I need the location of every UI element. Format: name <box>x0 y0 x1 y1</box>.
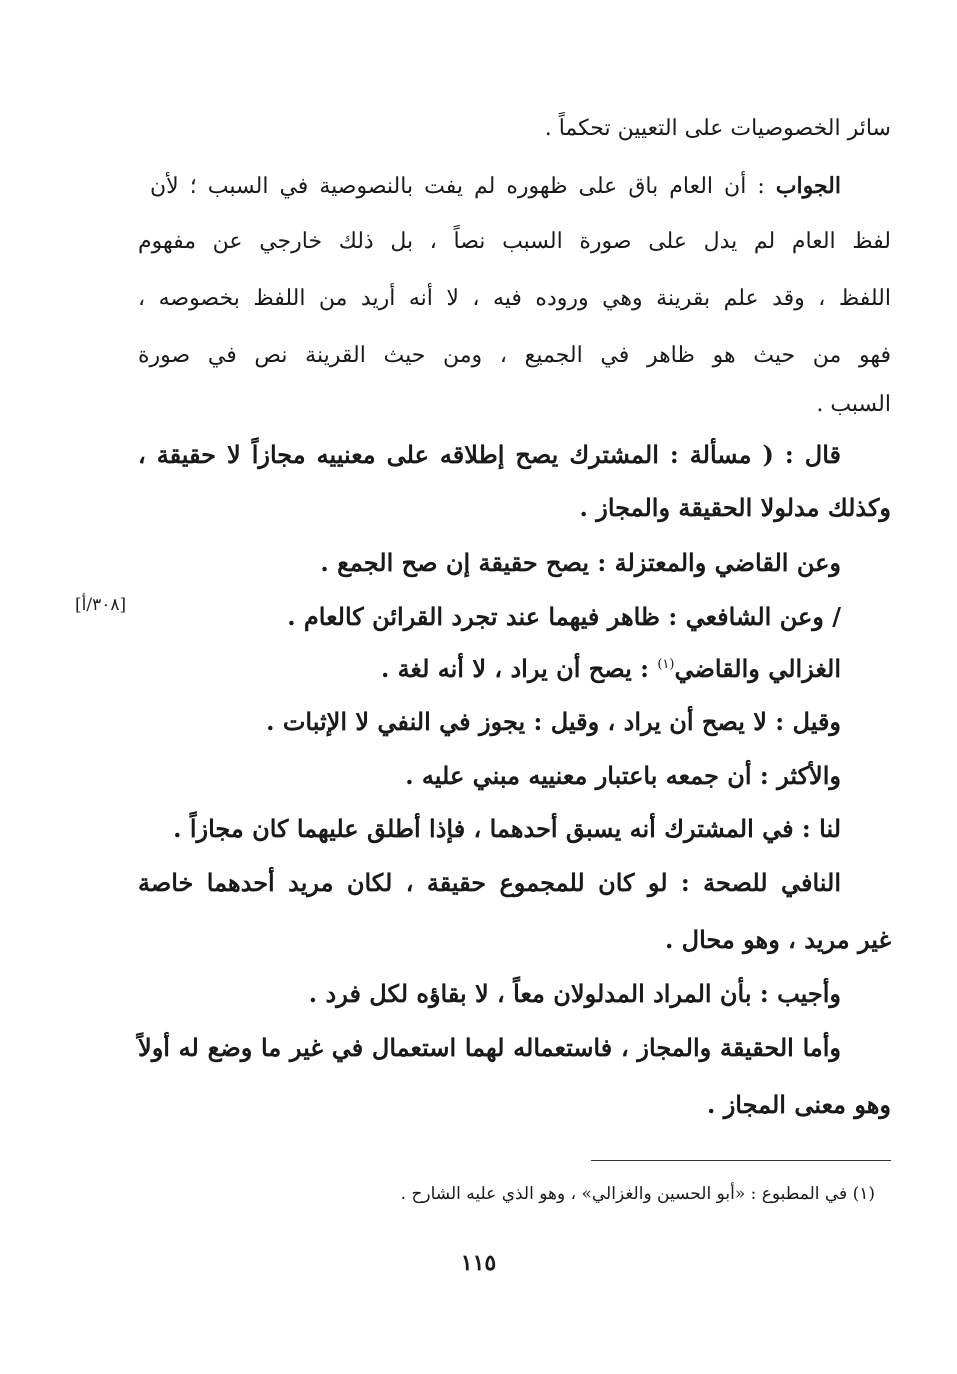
matn-line-1: قال : ( مسألة : المشترك يصح إطلاقه على معنييه مجازاً لا حقيقة ، <box>138 440 841 469</box>
body-line-3: لفظ العام لم يدل على صورة السبب نصاً ، بل ذلك خارجي عن مفهوم <box>138 229 891 254</box>
footnote-reference: (١) <box>657 657 675 672</box>
footnote: (١) في المطبوع : «أبو الحسين والغزالي» ، وهو الذي عليه الشارح . <box>400 1184 875 1204</box>
matn-line-4: / وعن الشافعي : ظاهر فيهما عند تجرد القرائن كالعام . <box>287 602 841 631</box>
matn-line-12: وأما الحقيقة والمجاز ، فاستعماله لهما استعمال في غير ما وضع له أولاً <box>138 1033 841 1062</box>
matn-line-13: وهو معنى المجاز . <box>707 1090 891 1119</box>
matn-line-9: النافي للصحة : لو كان للمجموع حقيقة ، لكان مريد أحدهما خاصة <box>138 868 841 897</box>
matn-line-2: وكذلك مدلولا الحقيقة والمجاز . <box>579 493 891 522</box>
body-line-1: سائر الخصوصيات على التعيين تحكماً . <box>544 116 891 141</box>
matn-line-8: لنا : في المشترك أنه يسبق أحدهما ، فإذا أطلق عليهما كان مجازاً . <box>173 814 841 843</box>
answer-label: الجواب <box>775 173 841 199</box>
matn-line-5 <box>380 654 841 683</box>
footnote-separator <box>591 1160 891 1161</box>
matn-line-5-start: الغزالي والقاضي <box>674 654 841 683</box>
matn-line-6: وقيل : لا يصح أن يراد ، وقيل : يجوز في النفي لا الإثبات . <box>266 707 841 736</box>
matn-line-10: غير مريد ، وهو محال . <box>664 925 891 954</box>
page-number: ١١٥ <box>460 1250 497 1276</box>
body-line-6: السبب . <box>816 392 891 417</box>
answer-paragraph-line-1 <box>150 175 841 198</box>
matn-line-5-end: : يصح أن يراد ، لا أنه لغة . <box>380 654 658 683</box>
manuscript-folio-marker: [٣٠٨/أ] <box>75 595 127 615</box>
answer-text: : أن العام باق على ظهوره لم يفت بالنصوصية في السبب ؛ لأن <box>150 174 776 199</box>
body-line-4: اللفظ ، وقد علم بقرينة وهي وروده فيه ، لا أنه أريد من اللفظ بخصوصه ، <box>138 286 891 311</box>
matn-line-11: وأجيب : بأن المراد المدلولان معاً ، لا بقاؤه لكل فرد . <box>308 979 841 1008</box>
matn-line-7: والأكثر : أن جمعه باعتبار معنييه مبني عليه . <box>405 761 841 790</box>
body-line-5: فهو من حيث هو ظاهر في الجميع ، ومن حيث القرينة نص في صورة <box>138 343 891 368</box>
matn-line-3: وعن القاضي والمعتزلة : يصح حقيقة إن صح الجمع . <box>320 548 841 577</box>
